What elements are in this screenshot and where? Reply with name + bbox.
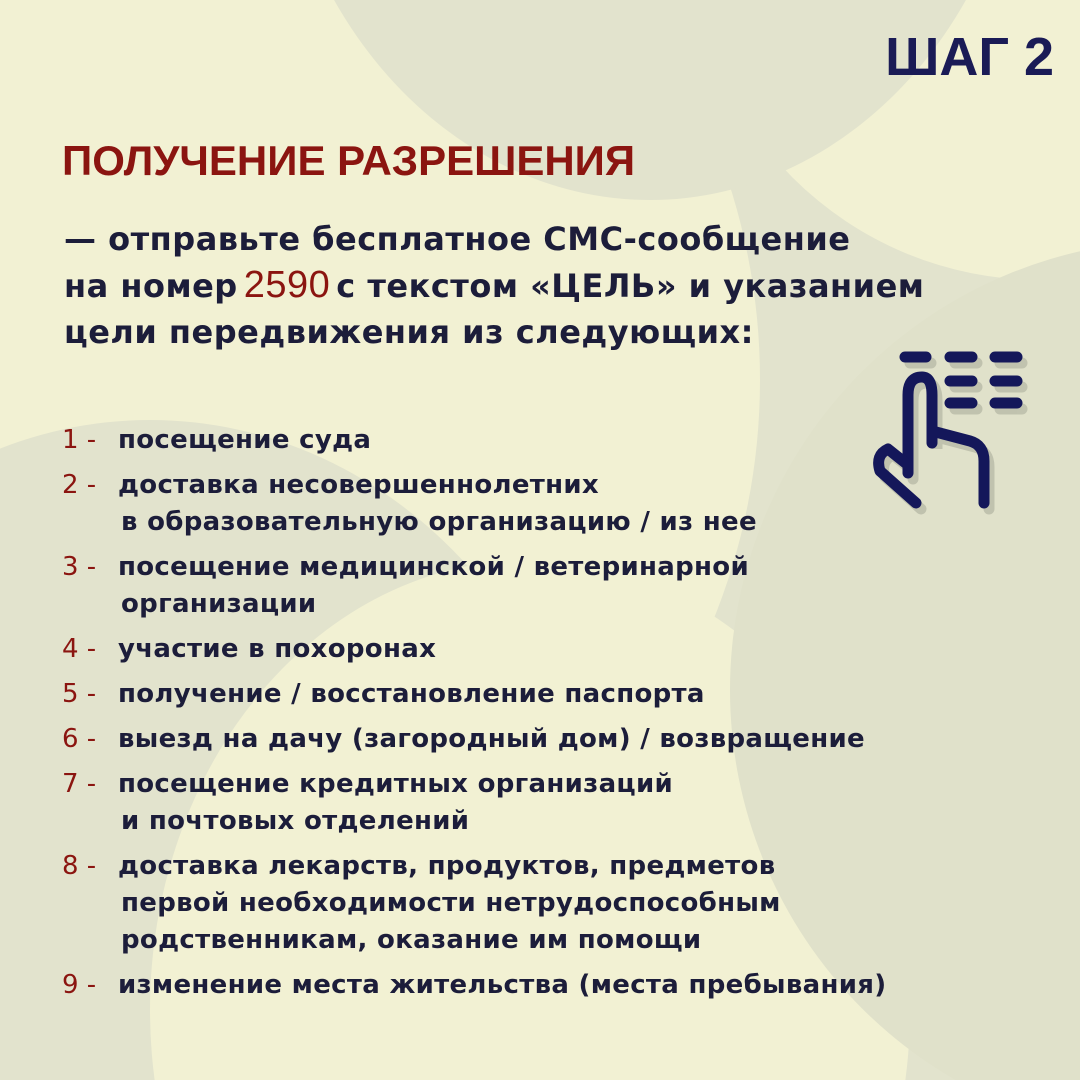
intro-text: на номер (64, 267, 238, 305)
section-title: ПОЛУЧЕНИЕ РАЗРЕШЕНИЯ (62, 137, 636, 184)
purpose-list (62, 422, 962, 1012)
list-marker: 2 - (62, 470, 97, 500)
list-item (62, 549, 962, 623)
list-text: доставка лекарств, продуктов, предметов (118, 851, 776, 881)
sms-number: 2590 (243, 264, 331, 306)
list-item (62, 467, 962, 541)
list-marker: 8 - (62, 851, 97, 881)
list-item (62, 848, 962, 959)
list-item (62, 631, 962, 668)
list-text: выезд на дачу (загородный дом) / возвращение (118, 724, 865, 754)
list-text: первой необходимости нетрудоспособным (121, 888, 781, 918)
list-marker: 7 - (62, 769, 97, 799)
intro-line-1: — отправьте бесплатное СМС-сообщение (64, 220, 851, 258)
list-item (62, 422, 962, 459)
list-item (62, 967, 962, 1004)
list-marker: 9 - (62, 970, 97, 1000)
list-text: изменение места жительства (места пребывания) (118, 970, 887, 1000)
list-item (62, 721, 962, 758)
list-text: получение / восстановление паспорта (118, 679, 705, 709)
list-marker: 4 - (62, 634, 97, 664)
intro-text: с текстом «ЦЕЛЬ» и указанием (336, 267, 925, 305)
list-text: организации (121, 589, 317, 619)
list-text: и почтовых отделений (121, 806, 470, 836)
intro-line-3: цели передвижения из следующих: (64, 313, 754, 351)
list-text: посещение суда (118, 425, 372, 455)
intro-line-2 (64, 262, 1044, 309)
list-marker: 3 - (62, 552, 97, 582)
list-text: посещение кредитных организаций (118, 769, 674, 799)
list-text: в образовательную организацию / из нее (121, 507, 757, 537)
list-text: доставка несовершеннолетних (118, 470, 599, 500)
list-text: участие в похоронах (118, 634, 437, 664)
step-label: ШАГ 2 (885, 27, 1054, 87)
list-marker: 6 - (62, 724, 97, 754)
list-marker: 1 - (62, 425, 97, 455)
list-item (62, 676, 962, 713)
list-text: родственникам, оказание им помощи (121, 925, 702, 955)
list-item (62, 766, 962, 840)
list-marker: 5 - (62, 679, 97, 709)
list-text: посещение медицинской / ветеринарной (118, 552, 749, 582)
